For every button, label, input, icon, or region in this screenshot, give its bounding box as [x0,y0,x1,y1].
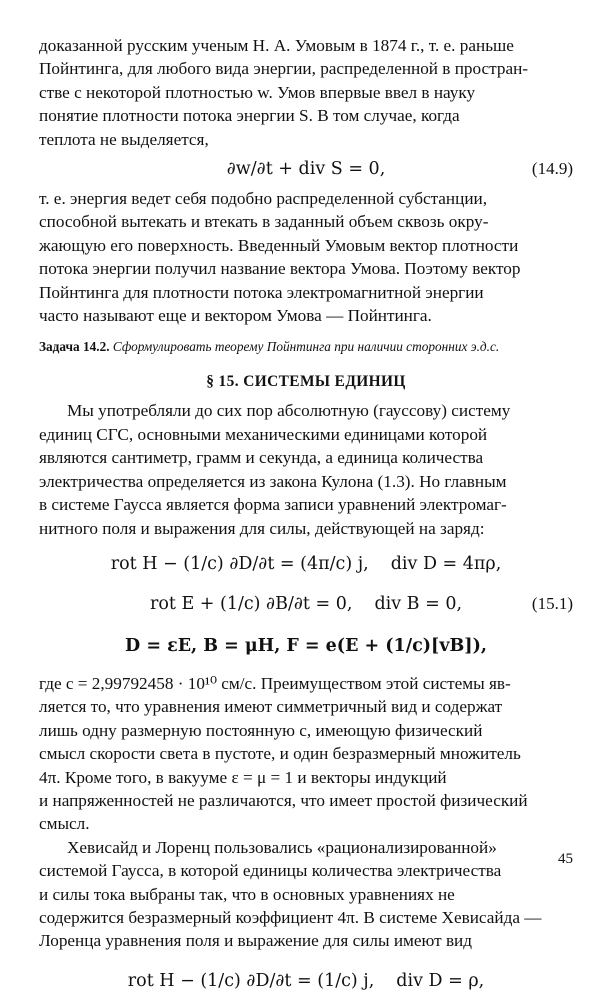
equation-final [39,961,573,1001]
p1-line-1: доказанной русским ученым Н. А. Умовым в 1874 г., т. е. раньше [39,36,514,55]
eq-final-div-d: div D = ρ, [396,970,485,991]
equation-15-1-line-3 [39,624,573,668]
p4-line-5: 4π. Кроме того, в вакууме ε = μ = 1 и векторы индукций [39,767,447,787]
eq-final-rot-h: rot H − (1/c) ∂D/∂t = (1/c) j, [127,970,375,991]
p3-line-5: в системе Гаусса является форма записи уравнений электромаг- [39,495,507,515]
problem-14-2 [39,337,573,357]
eq-15-1-rot-h: rot H − (1/c) ∂D/∂t = (4π/c) j, [110,553,369,574]
p3-line-4: электричества определяется из закона Кулона (1.3). Но главным [39,471,507,491]
p4-line-3: лишь одну размерную постоянную c, имеющую физический [39,720,483,740]
equation-14-9-body: ∂w/∂t + div S = 0, [226,159,386,180]
page-number: 45 [558,851,573,867]
p5-line-2: системой Гаусса, в которой единицы количества электричества [39,861,502,881]
p5-line-1: Хевисайд и Лоренц пользовались «рационализированной» [67,837,497,857]
p2-line-3: жающую его поверхность. Введенный Умовым вектор плотности [39,235,519,255]
p2-line-4: потока энергии получил название вектора Умова. Поэтому вектор [39,259,521,279]
p5-line-5: Лоренца уравнения поля и выражение для силы имеют вид [39,931,473,951]
p4-line-7: смысл. [39,814,90,834]
p4-line-4: смысл скорости света в пустоте, и один безразмерный множитель [39,744,521,764]
problem-label: Задача 14.2. [39,339,110,355]
p3-line-6: нитного поля и выражения для силы, действующей на заряд: [39,518,485,538]
eq-15-1-rot-e: rot E + (1/c) ∂B/∂t = 0, [149,593,353,614]
p1-line-4: понятие плотности потока энергии S. В том случае, когда [39,106,460,126]
p1-line-3: стве с некоторой плотностью w. Умов впервые ввел в науку [39,82,476,102]
eq-15-1-div-d: div D = 4πρ, [390,553,502,574]
p2-line-1: т. е. энергия ведет себя подобно распределенной субстанции, [39,189,488,209]
eq-15-1-material: D = εE, B = μH, F = e(E + (1/c)[vB]), [125,635,487,656]
p2-line-2: способной вытекать и втекать в заданный объем сквозь окру- [39,212,489,232]
eq-15-1-div-b: div B = 0, [374,593,463,614]
section-title: § 15. СИСТЕМЫ ЕДИНИЦ [206,373,406,391]
paragraph-3 [39,399,573,539]
p5-line-4: содержится безразмерный коэффициент 4π. В системе Хевисайда — [39,907,542,927]
page-content [39,34,573,1001]
p2-line-5: Пойнтинга для плотности потока электромагнитной энергии [39,282,484,302]
p1-line-5: теплота не выделяется, [39,129,209,149]
equation-15-1-line-2 [39,584,573,624]
p4-line-6: и напряженностей не различаются, что имеет простой физический [39,790,528,810]
equation-15-1-line-1 [39,544,573,584]
problem-text: Сформулировать теорему Пойнтинга при наличии сторонних э.д.с. [112,339,500,355]
p4-line-1: где c = 2,99792458 · 10¹⁰ см/с. Преимуществом этой системы яв- [39,673,511,693]
paragraph-2 [39,187,573,327]
p5-line-3: и силы тока выбраны так, что в основных уравнениях не [39,884,455,904]
p3-line-1: Мы употребляли до сих пор абсолютную (гауссову) систему [67,401,511,421]
equation-14-9 [39,151,573,187]
equation-14-9-number: (14.9) [531,159,573,179]
p4-line-2: ляется то, что уравнения имеют симметричный вид и содержат [39,697,503,717]
p3-line-2: единиц СГС, основными механическими единицами которой [39,424,488,444]
equation-15-1-number: (15.1) [531,593,573,613]
paragraph-4 [39,672,573,836]
paragraph-1 [39,34,573,151]
equation-15-1 [39,544,573,668]
paragraph-5 [39,836,573,953]
p3-line-3: являются сантиметр, грамм и секунда, а единица количества [39,448,484,468]
p1-line-2: Пойнтинга, для любого вида энергии, распределенной в простран- [39,59,529,79]
p2-line-6: часто называют еще и вектором Умова — Пойнтинга. [39,306,432,326]
